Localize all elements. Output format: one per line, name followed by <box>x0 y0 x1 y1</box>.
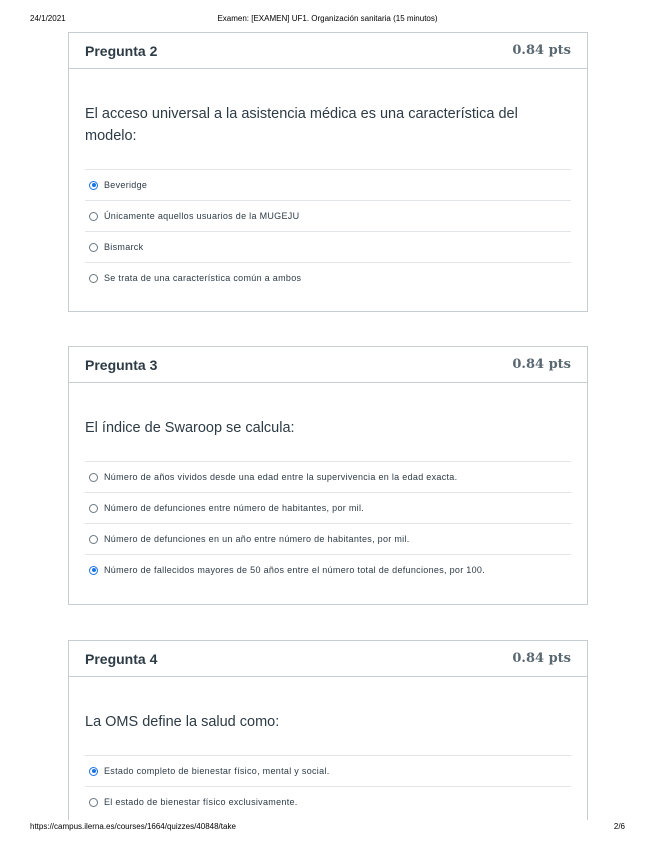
answer-label: Número de fallecidos mayores de 50 años entre el número total de defunciones, por 100. <box>104 565 486 575</box>
question-points: 0.84 pts <box>512 357 571 372</box>
answer-label: Número de defunciones en un año entre número de habitantes, por mil. <box>104 534 410 544</box>
question-title: Pregunta 2 <box>85 42 158 59</box>
question-body <box>69 69 587 293</box>
question-text: El índice de Swaroop se calcula: <box>85 420 295 436</box>
answer-label: Únicamente aquellos usuarios de la MUGEJU <box>104 211 300 221</box>
question-header <box>69 347 587 383</box>
answer-label: Bismarck <box>104 242 144 252</box>
answer-option[interactable] <box>85 787 571 817</box>
radio-unselected-icon[interactable] <box>89 504 98 513</box>
answer-label: Se trata de una característica común a ambos <box>104 273 302 283</box>
print-date: 24/1/2021 <box>30 14 66 23</box>
answer-option[interactable] <box>85 232 571 263</box>
answer-label: El estado de bienestar físico exclusivamente. <box>104 797 298 807</box>
question-text: El acceso universal a la asistencia médica es una característica del modelo: <box>85 106 518 144</box>
radio-selected-icon[interactable] <box>89 181 98 190</box>
answer-option[interactable] <box>85 756 571 787</box>
question-card-2 <box>68 32 588 312</box>
answer-option[interactable] <box>85 555 571 585</box>
question-points: 0.84 pts <box>512 43 571 58</box>
print-header <box>0 14 655 28</box>
question-header <box>69 33 587 69</box>
question-text: La OMS define la salud como: <box>85 714 280 730</box>
question-title: Pregunta 3 <box>85 356 158 373</box>
answer-option[interactable] <box>85 201 571 232</box>
answer-option[interactable] <box>85 524 571 555</box>
answer-option[interactable] <box>85 170 571 201</box>
answer-option[interactable] <box>85 263 571 293</box>
answer-option[interactable] <box>85 493 571 524</box>
radio-unselected-icon[interactable] <box>89 535 98 544</box>
answer-label: Número de defunciones entre número de habitantes, por mil. <box>104 503 365 513</box>
print-page-number: 2/6 <box>613 822 625 831</box>
print-title: Examen: [EXAMEN] UF1. Organización sanitaria (15 minutos) <box>217 14 438 23</box>
radio-unselected-icon[interactable] <box>89 473 98 482</box>
radio-unselected-icon[interactable] <box>89 274 98 283</box>
question-header <box>69 641 587 677</box>
question-card-3 <box>68 346 588 605</box>
question-card-4 <box>68 640 588 820</box>
answer-label: Número de años vividos desde una edad entre la supervivencia en la edad exacta. <box>104 472 458 482</box>
question-body <box>69 677 587 817</box>
radio-unselected-icon[interactable] <box>89 243 98 252</box>
print-url: https://campus.ilerna.es/courses/1664/quizzes/40848/take <box>30 822 236 831</box>
radio-selected-icon[interactable] <box>89 767 98 776</box>
answer-list <box>85 461 571 585</box>
radio-unselected-icon[interactable] <box>89 212 98 221</box>
answer-label: Beveridge <box>104 180 148 190</box>
answer-option[interactable] <box>85 462 571 493</box>
radio-selected-icon[interactable] <box>89 566 98 575</box>
radio-unselected-icon[interactable] <box>89 798 98 807</box>
answer-list <box>85 169 571 293</box>
answer-label: Estado completo de bienestar físico, mental y social. <box>104 766 330 776</box>
question-title: Pregunta 4 <box>85 650 158 667</box>
print-footer <box>0 822 655 836</box>
question-points: 0.84 pts <box>512 651 571 666</box>
question-body <box>69 383 587 585</box>
answer-list <box>85 755 571 817</box>
